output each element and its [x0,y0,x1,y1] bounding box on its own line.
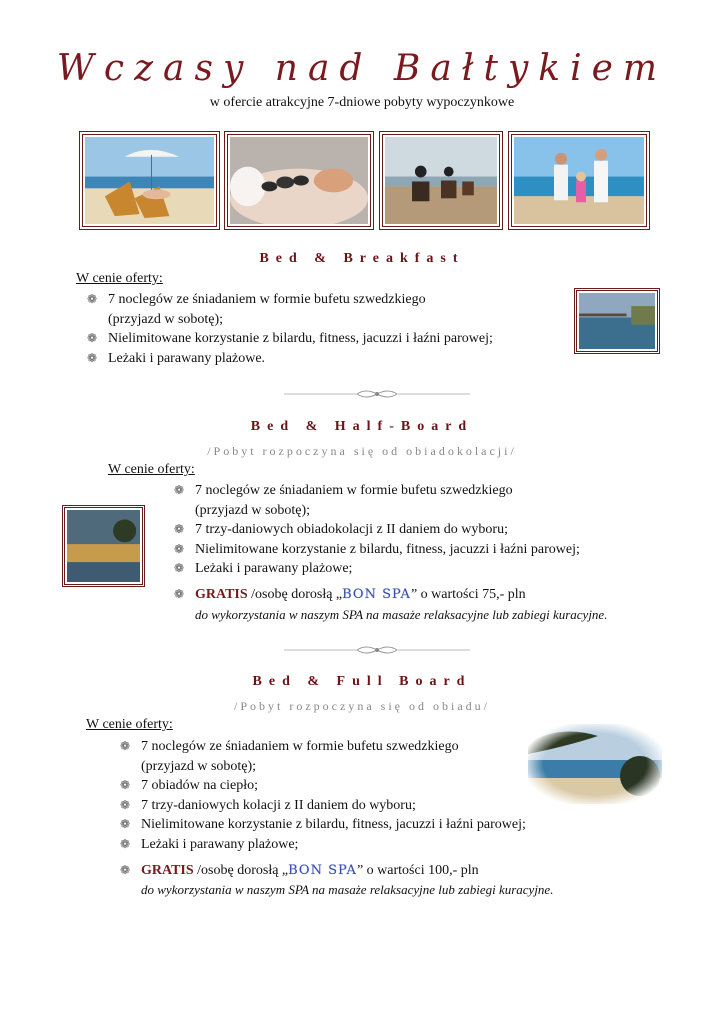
list-item: ❁ Nielimitowane korzystanie z bilardu, fitness, jacuzzi i łaźni parowej; [87,329,577,349]
offer-label: W cenie oferty: [108,462,195,477]
flower-bullet-icon: ❁ [120,797,131,812]
pier-sea-photo [574,288,660,354]
list-item: ❁ Nielimitowane korzystanie z bilardu, fitness, jacuzzi i łaźni parowej; [174,540,674,560]
list-item: ❁ 7 obiadów na ciepło; [120,776,640,796]
flower-bullet-icon: ❁ [174,522,185,537]
beach-deckchairs-photo [79,131,220,230]
offer-list [120,737,640,900]
list-item: ❁ 7 trzy-daniowych kolacji z II daniem do wyboru; [120,796,640,816]
list-item: ❁ 7 trzy-daniowych obiadokolacji z II daniem do wyboru; [174,520,674,540]
bon-spa-label: BON SPA [288,862,357,878]
flower-bullet-icon: ❁ [120,817,131,832]
flower-bullet-icon: ❁ [120,862,131,877]
list-item: ❁ Leżaki i parawany plażowe. [87,349,577,369]
spa-stones-photo [224,131,374,230]
family-beach-photo [508,131,650,230]
flower-bullet-icon: ❁ [87,292,98,306]
list-item-gratis: ❁ GRATIS /osobę dorosłą „BON SPA” o wartości 100,- pln do wykorzystania w naszym SPA na masaże relaksacyjne lub zabiegi kuracyjne. [120,862,554,898]
flower-bullet-icon: ❁ [120,836,131,851]
section-subtitle: /Pobyt rozpoczyna się od obiadokolacji/ [207,444,517,458]
flower-bullet-icon: ❁ [174,541,185,556]
offer-list [174,481,674,624]
list-item: ❁ Leżaki i parawany plażowe; [174,559,674,579]
ornament-divider [284,643,470,657]
offer-label: W cenie oferty: [76,271,163,286]
flower-bullet-icon: ❁ [120,739,131,753]
flower-bullet-icon: ❁ [120,778,131,793]
horse-riding-beach-photo [379,131,503,230]
flower-bullet-icon: ❁ [87,331,98,346]
list-item: ❁ 7 noclegów ze śniadaniem w formie bufetu szwedzkiego (przyjazd w sobotę); [120,739,459,774]
list-item: ❁ Nielimitowane korzystanie z bilardu, fitness, jacuzzi i łaźni parowej; [120,815,640,835]
offer-label: W cenie oferty: [86,717,173,732]
flower-bullet-icon: ❁ [174,483,185,497]
section-title-bed-half-board: Bed & Half-Board [250,419,474,434]
flower-bullet-icon: ❁ [87,350,98,365]
bon-spa-label: BON SPA [342,586,411,602]
list-item: ❁ Leżaki i parawany plażowe; [120,835,640,855]
dune-trees-photo [62,505,145,587]
list-item: ❁ 7 noclegów ze śniadaniem w formie bufetu szwedzkiego (przyjazd w sobotę); [174,483,513,518]
page-title: Wczasy nad Bałtykiem [56,48,668,89]
offer-list [87,290,577,368]
section-subtitle: /Pobyt rozpoczyna się od obiadu/ [234,699,490,713]
section-title-bed-full-board: Bed & Full Board [252,674,472,689]
page-subtitle: w ofercie atrakcyjne 7-dniowe pobyty wypoczynkowe [209,95,515,110]
list-item: ❁ 7 noclegów ze śniadaniem w formie bufetu szwedzkiego (przyjazd w sobotę); [87,292,426,327]
list-item-gratis: ❁ GRATIS /osobę dorosłą „BON SPA” o wartości 75,- pln do wykorzystania w naszym SPA na masaże relaksacyjne lub zabiegi kuracyjne. [174,586,608,622]
section-title-bed-breakfast: Bed & Breakfast [259,251,465,266]
flower-bullet-icon: ❁ [174,561,185,576]
flower-bullet-icon: ❁ [174,586,185,601]
ornament-divider [284,387,470,401]
